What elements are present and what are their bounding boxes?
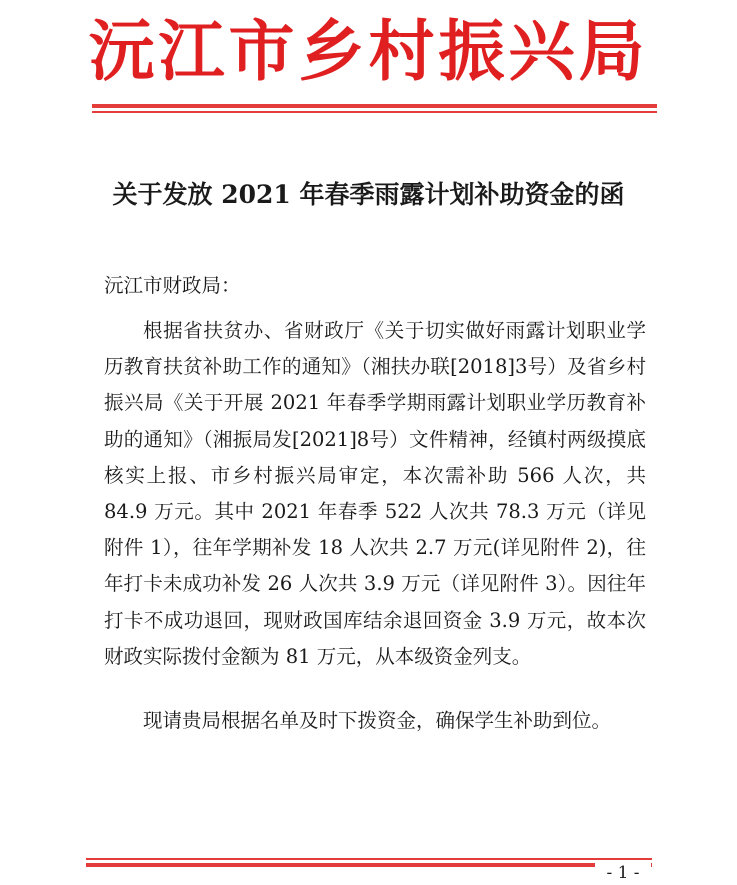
page-number: - 1 -: [595, 862, 651, 885]
footer-rule-thin: [86, 858, 652, 860]
body-paragraph: 根据省扶贫办、省财政厅《关于切实做好雨露计划职业学历教育扶贫补助工作的通知》（湘扶办联[2018]3号）及省乡村振兴局《关于开展 2021 年春季学期雨露计划职业学历教育补助的通知》（湘振局发[2021]8号）文件精神，经镇村两级摸底核实上报、市乡村振兴局审定，本次需补助 566 人次，共 84.9 万元。其中 2021 年春季 522 人次共 78.3 万元（详见附件 1），往年学期补发 18 人次共 2.7 万元(详见附件 2)，往年打卡未成功补发 26 人次共 3.9 万元（详见附件 3）。因往年打卡不成功退回，现财政国库结余退回资金 3.9 万元，故本次财政实际拨付金额为 81 万元，从本级资金列支。: [104, 319, 646, 668]
footer-rule-thick: [86, 863, 652, 867]
masthead-rule-thin: [92, 111, 657, 113]
masthead-rule-thick: [92, 104, 657, 108]
masthead-org-name: 沅江市乡村振兴局: [88, 12, 649, 90]
closing-paragraph: 现请贵局根据名单及时下拨资金，确保学生补助到位。: [143, 709, 612, 732]
addressee: 沅江市财政局：: [104, 274, 241, 297]
document-title: 关于发放 2021 年春季雨露计划补助资金的函: [112, 180, 625, 209]
